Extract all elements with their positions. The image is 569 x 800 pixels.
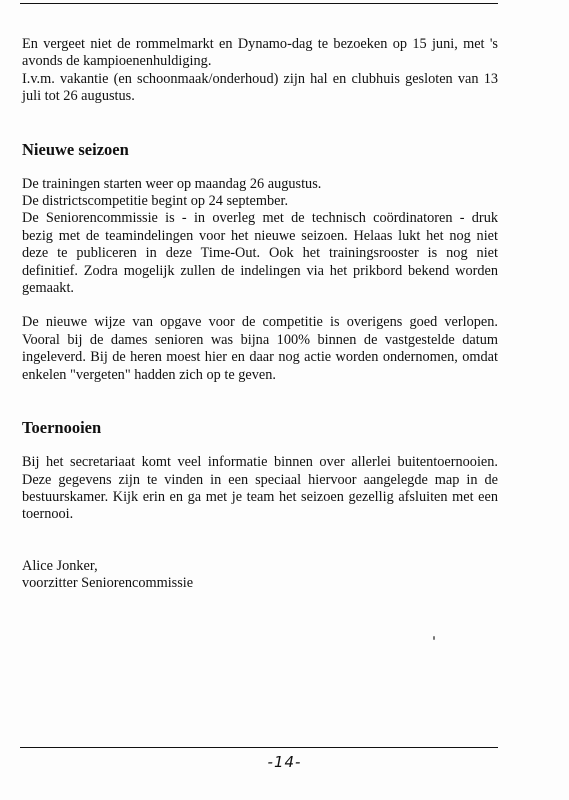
page-number: -14- [267,753,302,771]
text-line: En vergeet niet de rommelmarkt en Dynamo-dag te bezoeken op 15 juni, met 's [22,36,498,52]
text-line: Vooral bij de dames senioren was bijna 100% binnen de vastgestelde datum [22,331,498,348]
nieuwe-seizoen-paragraph-1 [22,176,498,298]
text-line: ingeleverd. Bij de heren moest hier en daar nog actie worden ondernomen, omdat [22,349,498,366]
text-line: De trainingen starten weer op maandag 26 augustus. [22,175,322,192]
intro-paragraph [22,36,498,106]
nieuwe-seizoen-paragraph-2 [22,314,498,384]
top-rule [20,3,498,4]
text-line: gemaakt. [22,280,75,297]
text-line: juli tot 26 augustus. [22,88,135,105]
scan-speck [433,636,435,640]
signature-title: voorzitter Seniorencommissie [22,575,194,592]
text-line: toernooi. [22,506,74,523]
page-content [22,36,498,593]
text-line: enkelen "vergeten" hadden zich op te geven. [22,366,276,383]
signature-block [22,558,498,593]
text-line: Bij het secretariaat komt veel informatie binnen over allerlei buitentoernooien. [22,454,498,471]
section-heading-toernooien: Toernooien [22,418,102,438]
text-line: De Seniorencommissie is - in overleg met de technisch coördinatoren - druk [22,210,498,227]
text-line: avonds de kampioenenhuldiging. [22,53,212,70]
text-line: bezig met de teamindelingen voor het nieuwe seizoen. Helaas lukt het nog niet [22,227,498,244]
bottom-rule [20,747,498,748]
text-line: deze te publiceren in deze Time-Out. Ook het trainingsrooster is nog niet [22,245,498,262]
text-line: De nieuwe wijze van opgave voor de competitie is overigens goed verlopen. [22,314,498,331]
text-line: definitief. Zodra mogelijk zullen de indelingen via het prikbord bekend worden [22,262,498,279]
text-line: De districtscompetitie begint op 24 september. [22,193,289,210]
toernooien-paragraph [22,454,498,524]
section-heading-nieuwe-seizoen: Nieuwe seizoen [22,139,129,159]
signature-name: Alice Jonker, [22,557,98,574]
text-line: bestuurskamer. Kijk erin en ga met je team het seizoen gezellig afsluiten met een [22,488,498,505]
text-line: Deze gegevens zijn te vinden in een speciaal hiervoor aangelegde map in de [22,471,498,488]
text-line: I.v.m. vakantie (en schoonmaak/onderhoud) zijn hal en clubhuis gesloten van 13 [22,70,498,87]
